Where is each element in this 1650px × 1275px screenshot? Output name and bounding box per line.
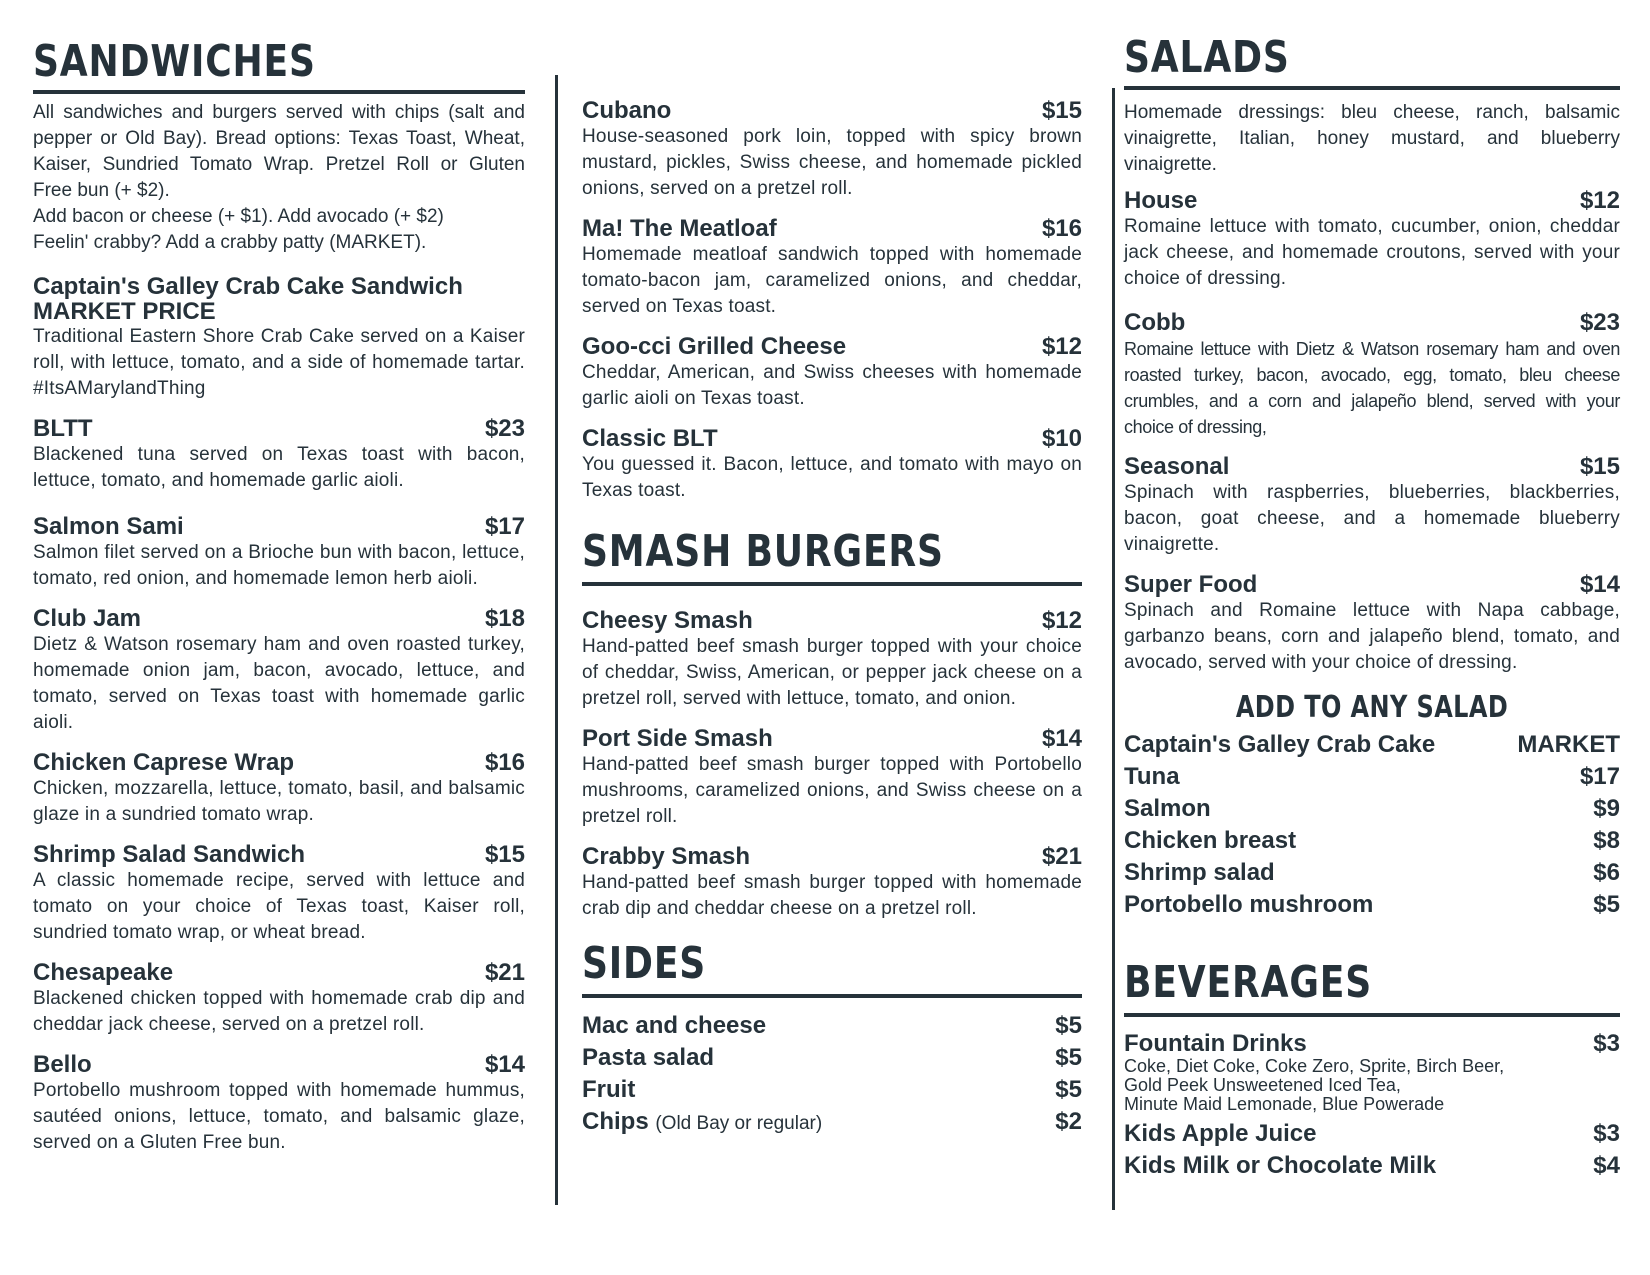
sides-heading: SIDES — [582, 938, 707, 989]
item-name: Captain's Galley Crab Cake Sandwich — [33, 273, 463, 300]
menu-item — [582, 726, 1082, 830]
item-price: $17 — [484, 513, 525, 540]
column-divider-left — [555, 75, 558, 1205]
menu-item — [33, 416, 525, 494]
salads-column — [1124, 0, 1620, 1182]
menu-item — [1124, 572, 1620, 676]
item-price: $12 — [1041, 333, 1082, 360]
sandwiches-rule — [33, 90, 525, 94]
menu-item — [33, 514, 525, 592]
list-item — [582, 1074, 1082, 1106]
menu-item — [33, 1052, 525, 1156]
salads-rule — [1124, 86, 1620, 90]
list-item — [582, 1106, 1082, 1140]
item-name: Salmon — [1124, 795, 1211, 822]
item-name: Kids Milk or Chocolate Milk — [1124, 1152, 1437, 1179]
sandwiches-heading: SANDWICHES — [33, 36, 316, 87]
item-price: $9 — [1593, 795, 1620, 822]
item-name: Pasta salad — [582, 1044, 715, 1071]
item-price: $23 — [484, 415, 525, 442]
item-name: Chicken breast — [1124, 827, 1297, 854]
menu-item — [582, 844, 1082, 922]
list-item — [1124, 889, 1620, 921]
item-price: $16 — [1041, 215, 1082, 242]
item-desc: Hand-patted beef smash burger topped with your choice of cheddar, Swiss, American, or pepper jack cheese on a pretzel roll, served with lettuce, tomato, and onion. — [582, 636, 1082, 709]
item-desc: Cheddar, American, and Swiss cheeses with homemade garlic aioli on Texas toast. — [582, 362, 1082, 409]
item-price: $5 — [1055, 1012, 1082, 1039]
desc-line: Coke, Diet Coke, Coke Zero, Sprite, Birch Beer, — [1124, 1056, 1505, 1076]
item-name: Bello — [33, 1051, 92, 1078]
sandwiches-column — [33, 0, 525, 1156]
item-name: Cheesy Smash — [582, 607, 753, 634]
item-price: MARKET — [1517, 731, 1620, 758]
item-name: Chips — [582, 1108, 649, 1135]
beverages-list — [1124, 1031, 1620, 1182]
item-note: (Old Bay or regular) — [655, 1113, 823, 1134]
item-desc: You guessed it. Bacon, lettuce, and tomato with mayo on Texas toast. — [582, 454, 1082, 501]
item-desc: House-seasoned pork loin, topped with spicy brown mustard, pickles, Swiss cheese, and homemade pickled onions, served on a pretzel roll. — [582, 126, 1082, 199]
item-price: $3 — [1593, 1030, 1620, 1057]
list-item — [582, 1010, 1082, 1042]
column-divider-right — [1112, 88, 1115, 1210]
item-name: Club Jam — [33, 605, 142, 632]
item-name: Crabby Smash — [582, 843, 751, 870]
item-desc: Blackened chicken topped with homemade crab dip and cheddar jack cheese, served on a pretzel roll. — [33, 988, 525, 1035]
item-price: $15 — [484, 841, 525, 868]
item-name: Cubano — [582, 97, 672, 124]
middle-column — [582, 0, 1082, 1140]
item-name: Ma! The Meatloaf — [582, 215, 777, 242]
item-desc: Romaine lettuce with tomato, cucumber, onion, cheddar jack cheese, and homemade croutons, served with your choice of dressing. — [1124, 216, 1620, 289]
list-item — [1124, 825, 1620, 857]
sides-rule — [582, 994, 1082, 998]
list-item — [1124, 1031, 1620, 1057]
menu-item — [582, 608, 1082, 712]
menu-item — [33, 842, 525, 946]
list-item — [1124, 1118, 1620, 1150]
item-name: BLTT — [33, 415, 93, 442]
item-name: Goo-cci Grilled Cheese — [582, 333, 847, 360]
item-price: $12 — [1579, 187, 1620, 214]
item-price: $5 — [1055, 1076, 1082, 1103]
item-price: $10 — [1041, 425, 1082, 452]
intro-line: All sandwiches and burgers served with chips (salt and pepper or Old Bay). Bread options: Texas Toast, Wheat, Kaiser, Sundried Tomato Wrap. Pretzel Roll or Gluten Free bun (+ $2). — [33, 102, 525, 201]
item-price: $15 — [1041, 97, 1082, 124]
item-name: Cobb — [1124, 309, 1186, 336]
beverages-heading: BEVERAGES — [1124, 957, 1373, 1008]
list-item — [1124, 729, 1620, 761]
item-price: $5 — [1593, 891, 1620, 918]
item-name: Shrimp Salad Sandwich — [33, 841, 306, 868]
salads-heading: SALADS — [1124, 32, 1290, 83]
item-name: Fountain Drinks — [1124, 1030, 1307, 1057]
add-to-salad-heading: ADD TO ANY SALAD — [1235, 690, 1509, 725]
burgers-rule — [582, 582, 1082, 586]
intro-line: Feelin' crabby? Add a crabby patty (MARKET). — [33, 232, 427, 253]
item-name: House — [1124, 187, 1198, 214]
item-price: $4 — [1593, 1152, 1620, 1179]
intro-line: Add bacon or cheese (+ $1). Add avocado (+ $2) — [33, 206, 444, 227]
item-price: $15 — [1579, 453, 1620, 480]
item-price: $8 — [1593, 827, 1620, 854]
item-name: Shrimp salad — [1124, 859, 1275, 886]
menu-item — [33, 960, 525, 1038]
item-price: $2 — [1055, 1108, 1082, 1135]
menu-item — [33, 606, 525, 736]
item-name: Portobello mushroom — [1124, 891, 1374, 918]
item-desc: Salmon filet served on a Brioche bun with bacon, lettuce, tomato, red onion, and homemade lemon herb aioli. — [33, 542, 525, 589]
item-price: $21 — [1041, 843, 1082, 870]
item-desc: Spinach with raspberries, blueberries, blackberries, bacon, goat cheese, and a homemade blueberry vinaigrette. — [1124, 482, 1620, 555]
item-desc: Blackened tuna served on Texas toast with bacon, lettuce, tomato, and homemade garlic aioli. — [33, 444, 525, 491]
list-item — [582, 1042, 1082, 1074]
burgers-heading: SMASH BURGERS — [582, 526, 944, 577]
menu-item-featured — [33, 274, 525, 402]
item-name: Chesapeake — [33, 959, 174, 986]
item-desc — [1124, 1057, 1620, 1114]
salads-intro: Homemade dressings: bleu cheese, ranch, balsamic vinaigrette, Italian, honey mustard, and blueberry vinaigrette. — [1124, 102, 1620, 175]
menu-item — [582, 334, 1082, 412]
item-name: Mac and cheese — [582, 1012, 767, 1039]
item-desc: Spinach and Romaine lettuce with Napa cabbage, garbanzo beans, corn and jalapeño blend, tomato, and avocado, served with your choice of dressing. — [1124, 600, 1620, 673]
item-name: Kids Apple Juice — [1124, 1120, 1317, 1147]
menu-item — [1124, 188, 1620, 292]
item-name: Tuna — [1124, 763, 1180, 790]
item-desc: Hand-patted beef smash burger topped with homemade crab dip and cheddar cheese on a pretzel roll. — [582, 872, 1082, 919]
item-name: Fruit — [582, 1076, 636, 1103]
list-item — [1124, 793, 1620, 825]
item-name: Classic BLT — [582, 425, 718, 452]
item-name: Seasonal — [1124, 453, 1230, 480]
menu-item — [1124, 454, 1620, 558]
item-name: Port Side Smash — [582, 725, 773, 752]
item-desc: A classic homemade recipe, served with lettuce and tomato on your choice of Texas toast, Kaiser roll, sundried tomato wrap, or wheat bread. — [33, 870, 525, 943]
menu-item — [1124, 310, 1620, 440]
item-price: $18 — [484, 605, 525, 632]
salad-addons-list — [1124, 729, 1620, 921]
item-name: Chicken Caprese Wrap — [33, 749, 294, 776]
item-desc: Homemade meatloaf sandwich topped with homemade tomato-bacon jam, caramelized onions, and cheddar, served on Texas toast. — [582, 244, 1082, 317]
list-item — [1124, 1150, 1620, 1182]
item-desc: Traditional Eastern Shore Crab Cake served on a Kaiser roll, with lettuce, tomato, and a side of homemade tartar. #ItsAMarylandThing — [33, 326, 525, 399]
beverages-rule — [1124, 1013, 1620, 1017]
item-price: $14 — [1041, 725, 1082, 752]
item-price: MARKET PRICE — [33, 298, 216, 325]
item-price: $6 — [1593, 859, 1620, 886]
item-desc: Romaine lettuce with Dietz & Watson rosemary ham and oven roasted turkey, bacon, avocado, egg, tomato, bleu cheese crumbles, and a corn and jalapeño blend, served with your choice of dressing, — [1124, 339, 1620, 437]
menu-item — [582, 98, 1082, 202]
item-price: $12 — [1041, 607, 1082, 634]
item-price: $14 — [1579, 571, 1620, 598]
item-desc: Portobello mushroom topped with homemade hummus, sautéed onions, lettuce, tomato, and balsamic glaze, served on a Gluten Free bun. — [33, 1080, 525, 1153]
item-desc: Dietz & Watson rosemary ham and oven roasted turkey, homemade onion jam, bacon, avocado, lettuce, and tomato, served on Texas toast with homemade garlic aioli. — [33, 634, 525, 733]
list-item — [1124, 857, 1620, 889]
item-price: $23 — [1579, 309, 1620, 336]
desc-line: Minute Maid Lemonade, Blue Powerade — [1124, 1094, 1445, 1114]
sides-list — [582, 1010, 1082, 1140]
desc-line: Gold Peek Unsweetened Iced Tea, — [1124, 1075, 1401, 1095]
sandwiches-intro — [33, 100, 525, 256]
item-price: $3 — [1593, 1120, 1620, 1147]
item-desc: Hand-patted beef smash burger topped with Portobello mushrooms, caramelized onions, and Swiss cheese on a pretzel roll. — [582, 754, 1082, 827]
item-price: $14 — [484, 1051, 525, 1078]
menu-item — [33, 750, 525, 828]
item-price: $17 — [1579, 763, 1620, 790]
menu-item — [582, 216, 1082, 320]
item-price: $5 — [1055, 1044, 1082, 1071]
item-price: $21 — [484, 959, 525, 986]
item-price: $16 — [484, 749, 525, 776]
menu-item — [582, 426, 1082, 504]
item-name: Super Food — [1124, 571, 1258, 598]
item-name: Captain's Galley Crab Cake — [1124, 731, 1436, 758]
list-item — [1124, 761, 1620, 793]
item-desc: Chicken, mozzarella, lettuce, tomato, basil, and balsamic glaze in a sundried tomato wrap. — [33, 778, 525, 825]
item-name: Salmon Sami — [33, 513, 184, 540]
